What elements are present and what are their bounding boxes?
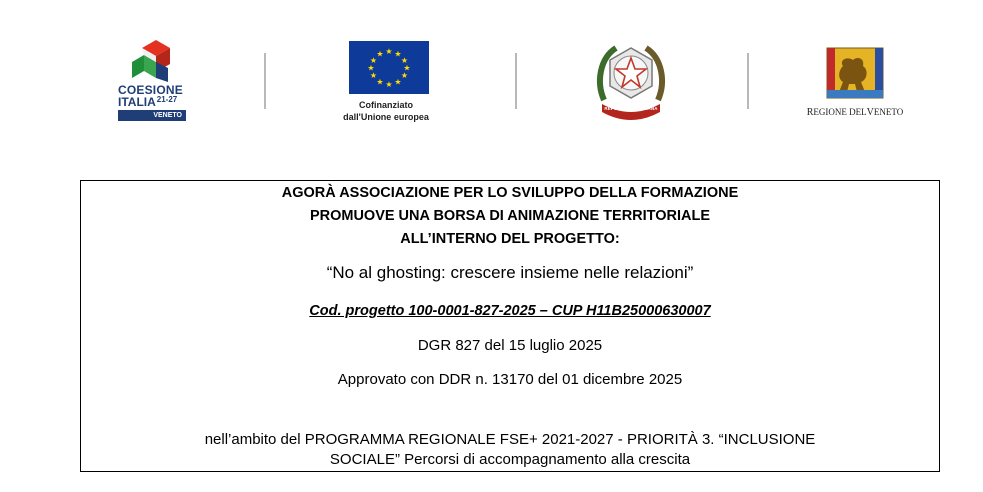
- eu-stars-icon: [349, 41, 429, 94]
- logo-separator: [515, 53, 517, 109]
- coesione-mark-icon: [116, 40, 188, 82]
- emblem-ribbon-text: REPUBBLICA ITALIANA: [604, 106, 658, 111]
- italian-republic-emblem: [594, 40, 668, 124]
- coesione-region: VENETO: [118, 110, 186, 121]
- project-code: Cod. progetto 100-0001-827-2025 – CUP H11B25000630007: [309, 303, 711, 319]
- logo-bar: [0, 0, 983, 150]
- svg-text:★: ★: [400, 71, 409, 80]
- eu-caption-line1: Cofinanziato: [359, 100, 413, 110]
- svg-text:★: ★: [394, 77, 402, 87]
- notice-heading-line2: PROMUOVE UNA BORSA DI ANIMAZIONE TERRITORIALE: [309, 208, 711, 224]
- lion-of-saint-mark-icon: [805, 44, 905, 102]
- coesione-years: 21-27: [156, 95, 178, 104]
- coesione-italia-logo: [116, 40, 188, 124]
- logo-separator: [264, 53, 266, 109]
- svg-text:★: ★: [376, 77, 384, 87]
- notice-box: [80, 180, 940, 472]
- svg-text:★: ★: [376, 49, 384, 59]
- notice-heading-line3: ALL’INTERNO DEL PROGETTO:: [400, 231, 620, 247]
- approval-reference: Approvato con DDR n. 13170 del 01 dicembre 2025: [337, 371, 683, 388]
- svg-text:★: ★: [394, 49, 402, 59]
- svg-text:★: ★: [400, 56, 409, 65]
- regione-caption: REGIONE DELVENETO: [806, 107, 904, 118]
- program-line1: nell’ambito del PROGRAMMA REGIONALE FSE+ 2021-2027 - PRIORITÀ 3. “INCLUSIONE: [204, 431, 816, 448]
- logo-separator: [747, 53, 749, 109]
- program-line2: SOCIALE” Percorsi di accompagnamento alla crescita: [329, 451, 691, 468]
- svg-text:★: ★: [367, 63, 375, 73]
- svg-text:★: ★: [385, 80, 393, 89]
- svg-text:★: ★: [369, 71, 378, 80]
- regione-veneto-logo: [805, 44, 905, 124]
- eu-cofunded-logo: [331, 40, 441, 126]
- svg-text:★: ★: [385, 47, 393, 56]
- eu-flag-icon: [349, 41, 429, 94]
- coesione-italia: ITALIA: [118, 95, 156, 109]
- emblem-icon: [594, 40, 668, 124]
- eu-caption-line2: dall'Unione europea: [343, 112, 429, 122]
- dgr-reference: DGR 827 del 15 luglio 2025: [417, 337, 603, 354]
- coesione-line1: COESIONE: [118, 83, 183, 97]
- coesione-line2: [118, 95, 177, 109]
- svg-text:★: ★: [403, 63, 411, 73]
- project-title: “No al ghosting: crescere insieme nelle relazioni”: [326, 263, 694, 282]
- svg-text:★: ★: [369, 56, 378, 65]
- notice-heading-line1: AGORÀ ASSOCIAZIONE PER LO SVILUPPO DELLA FORMAZIONE: [281, 185, 739, 201]
